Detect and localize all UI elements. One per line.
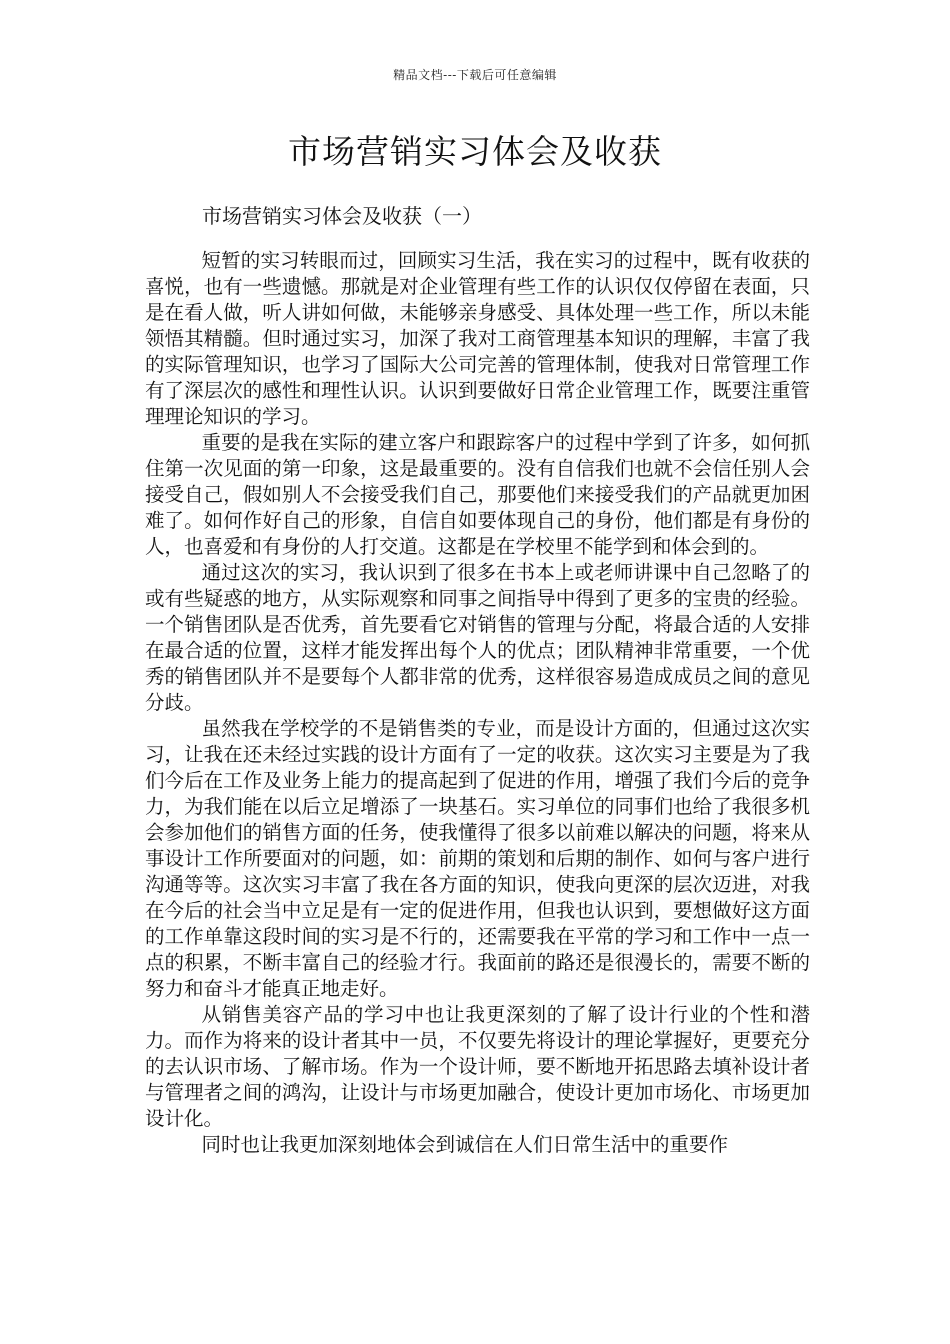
paragraph: 从销售美容产品的学习中也让我更深刻的了解了设计行业的个性和潜力。而作为将来的设计者其中一员，不仅要先将设计的理论掌握好，更要充分的去认识市场、了解市场。作为一个设计师，要不断地开拓思路去填补设计者与管理者之间的鸿沟，让设计与市场更加融合，使设计更加市场化、市场更加设计化。 — [145, 1003, 810, 1130]
paragraph: 通过这次的实习，我认识到了很多在书本上或老师讲课中自己忽略了的或有些疑惑的地方，从实际观察和同事之间指导中得到了更多的宝贵的经验。一个销售团队是否优秀，首先要看它对销售的管理与分配，将最合适的人安排在最合适的位置，这样才能发挥出每个人的优点；团队精神非常重要，一个优秀的销售团队并不是要每个人都非常的优秀，这样很容易造成成员之间的意见分歧。 — [145, 561, 810, 714]
paragraph: 同时也让我更加深刻地体会到诚信在人们日常生活中的重要作 — [201, 1133, 729, 1156]
paragraph: 短暂的实习转眼而过，回顾实习生活，我在实习的过程中，既有收获的喜悦，也有一些遗憾。那就是对企业管理有些工作的认识仅仅停留在表面，只是在看人做，听人讲如何做，未能够亲身感受、具体处理一些工作，所以未能领悟其精髓。但时通过实习，加深了我对工商管理基本知识的理解，丰富了我的实际管理知识，也学习了国际大公司完善的管理体制，使我对日常管理工作有了深层次的感性和理性认识。认识到要做好日常企业管理工作，既要注重管理理论知识的学习。 — [145, 249, 810, 428]
document-title: 市场营销实习体会及收获 — [288, 132, 662, 171]
header-note: 精品文档---下载后可任意编辑 — [393, 68, 557, 82]
paragraph: 重要的是我在实际的建立客户和跟踪客户的过程中学到了许多，如何抓住第一次见面的第一印象，这是最重要的。没有自信我们也就不会信任别人会接受自己，假如别人不会接受我们自己，那要他们来接受我们的产品就更加困难了。如何作好自己的形象，自信自如要体现自己的身份，他们都是有身份的人，也喜爱和有身份的人打交道。这都是在学校里不能学到和体会到的。 — [145, 431, 810, 558]
body-text — [145, 248, 810, 1158]
paragraph: 虽然我在学校学的不是销售类的专业，而是设计方面的，但通过这次实习，让我在还未经过实践的设计方面有了一定的收获。这次实习主要是为了我们今后在工作及业务上能力的提高起到了促进的作用，增强了我们今后的竞争力，为我们能在以后立足增添了一块基石。实习单位的同事们也给了我很多机会参加他们的销售方面的任务，使我懂得了很多以前难以解决的问题，将来从事设计工作所要面对的问题，如：前期的策划和后期的制作、如何与客户进行沟通等等。这次实习丰富了我在各方面的知识，使我向更深的层次迈进，对我在今后的社会当中立足是有一定的促进作用，但我也认识到，要想做好这方面的工作单靠这段时间的实习是不行的，还需要我在平常的学习和工作中一点一点的积累，不断丰富自己的经验才行。我面前的路还是很漫长的，需要不断的努力和奋斗才能真正地走好。 — [145, 717, 810, 1000]
section-subtitle: 市场营销实习体会及收获（一） — [202, 204, 482, 228]
